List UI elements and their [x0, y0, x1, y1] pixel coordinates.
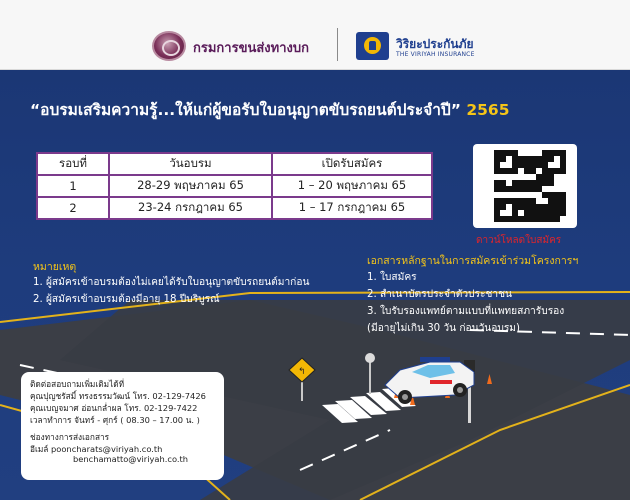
viriyah-name-th: วิริยะประกันภัย: [396, 37, 474, 51]
document-item: 3. ใบรับรองแพทย์ตามแบบที่แพทยสภารับรอง: [367, 306, 565, 317]
contact-person: คุณเบญจมาศ อ่อนกล่ำผล โทร. 02-129-7422: [30, 403, 198, 413]
header-divider: [337, 28, 338, 61]
email-link[interactable]: benchamatto@viriyah.co.th: [73, 454, 189, 464]
qr-code[interactable]: [473, 144, 577, 228]
svg-text:↰: ↰: [298, 367, 306, 377]
document-item: 1. ใบสมัคร: [367, 272, 417, 283]
viriyah-logo-icon: [356, 32, 389, 60]
email-link[interactable]: pooncharats@viriyah.co.th: [51, 444, 163, 454]
email-label: อีเมล์: [30, 444, 49, 454]
dlt-logo-icon: [152, 31, 186, 61]
header-round: รอบที่: [37, 153, 109, 175]
page-title: [30, 97, 510, 122]
channel-heading: ช่องทางการส่งเอกสาร: [30, 432, 110, 442]
document-item: (มีอายุไม่เกิน 30 วัน ก่อนวันอบรม): [367, 323, 520, 334]
round-cell: 1: [37, 175, 109, 197]
header-training-date: วันอบรม: [109, 153, 272, 175]
header-registration: เปิดรับสมัคร: [272, 153, 432, 175]
contact-heading: ติดต่อสอบถามเพิ่มเติมได้ที่: [30, 379, 125, 389]
registration-cell: 1 – 20 พฤษภาคม 65: [272, 175, 432, 197]
contact-person: คุณปุญชรัสมิ์ ทรงธรรมวัฒน์ โทร. 02-129-7426: [30, 391, 206, 401]
viriyah-name-en: THE VIRIYAH INSURANCE: [396, 51, 475, 58]
training-date-cell: 23-24 กรกฎาคม 65: [109, 197, 272, 219]
table-row: [37, 175, 432, 197]
note-item: 1. ผู้สมัครเข้าอบรมต้องไม่เคยได้รับใบอนุญาตขับรถยนต์มาก่อน: [33, 277, 310, 288]
qr-caption: ดาวน์โหลดใบสมัคร: [476, 235, 562, 246]
header-bar: [0, 0, 630, 70]
document-item: 2. สำเนาบัตรประจำตัวประชาชน: [367, 289, 512, 300]
schedule-header-row: [37, 153, 432, 175]
title-text: “อบรมเสริมความรู้...ให้แก่ผู้ขอรับใบอนุญาตขับรถยนต์ประจำปี”: [30, 101, 461, 119]
contact-box: [21, 372, 224, 480]
table-row: [37, 197, 432, 219]
schedule-table: [36, 152, 433, 220]
round-cell: 2: [37, 197, 109, 219]
qr-code-icon: [494, 150, 566, 222]
contact-hours: เวลาทำการ จันทร์ - ศุกร์ ( 08.30 – 17.00 น. ): [30, 415, 200, 425]
dlt-name: กรมการขนส่งทางบก: [193, 41, 309, 56]
note-item: 2. ผู้สมัครเข้าอบรมต้องมีอายุ 18 ปีบริบูรณ์: [33, 294, 220, 305]
documents-heading: เอกสารหลักฐานในการสมัครเข้าร่วมโครงการฯ: [367, 255, 579, 267]
notes-heading: หมายเหตุ: [33, 261, 77, 273]
title-year: 2565: [466, 101, 510, 119]
training-date-cell: 28-29 พฤษภาคม 65: [109, 175, 272, 197]
registration-cell: 1 – 17 กรกฎาคม 65: [272, 197, 432, 219]
